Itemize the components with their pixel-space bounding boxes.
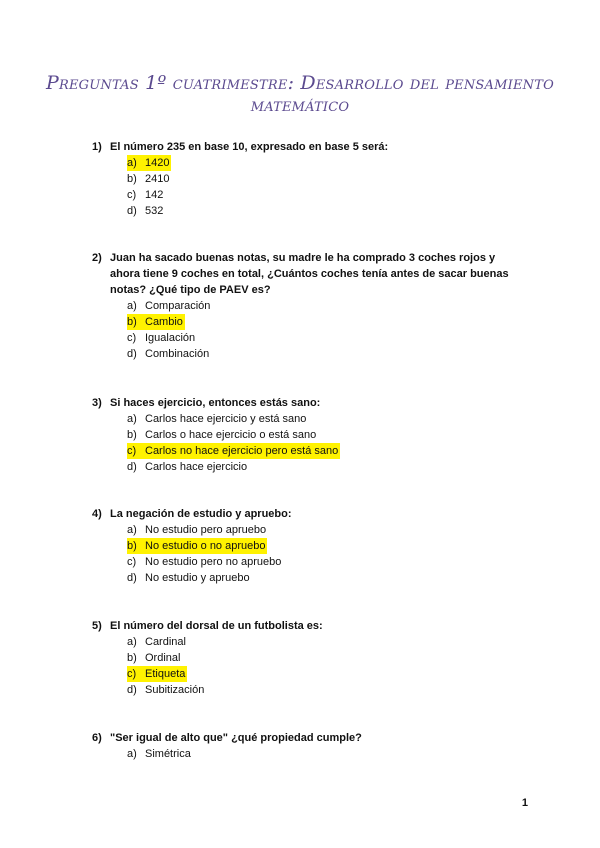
option-b: b) 2410 <box>127 173 170 185</box>
option-d: d) Carlos hace ejercicio <box>127 461 248 473</box>
option-c: c) Igualación <box>127 332 196 344</box>
question-text: El número del dorsal de un futbolista es: <box>110 620 323 632</box>
question-number: 3) <box>92 397 102 409</box>
options-list <box>127 634 522 698</box>
question-1 <box>92 139 522 219</box>
options-list <box>127 155 522 219</box>
option-a: a) Cardinal <box>127 636 186 648</box>
option-c: c) Carlos no hace ejercicio pero está sano <box>127 445 339 457</box>
option-a: a) No estudio pero apruebo <box>127 524 267 536</box>
option-b: b) No estudio o no apruebo <box>127 540 266 552</box>
question-text: "Ser igual de alto que" ¿qué propiedad cumple? <box>110 732 362 744</box>
option-a: a) 1420 <box>127 157 170 169</box>
option-a: a) Carlos hace ejercicio y está sano <box>127 413 307 425</box>
question-number: 1) <box>92 141 102 153</box>
question-text: Si haces ejercicio, entonces estás sano: <box>110 397 321 409</box>
options-list <box>127 298 522 362</box>
question-number: 4) <box>92 508 102 520</box>
option-c: c) Etiqueta <box>127 668 186 680</box>
question-2 <box>92 250 522 362</box>
question-4 <box>92 506 522 586</box>
option-d: d) Combinación <box>127 348 210 360</box>
question-number: 5) <box>92 620 102 632</box>
option-d: d) No estudio y apruebo <box>127 572 250 584</box>
page-number: 1 <box>521 797 528 809</box>
option-b: b) Ordinal <box>127 652 181 664</box>
options-list <box>127 746 522 762</box>
question-3 <box>92 395 522 475</box>
question-text: El número 235 en base 10, expresado en base 5 será: <box>110 141 389 153</box>
question-5 <box>92 618 522 698</box>
question-text: Juan ha sacado buenas notas, su madre le ha comprado 3 coches rojos y ahora tiene 9 coches en total, ¿Cuántos coches tenía antes de sacar buenas notas? ¿Qué tipo de PAEV es? <box>110 252 509 296</box>
option-d: d) 532 <box>127 205 164 217</box>
question-6 <box>92 730 522 762</box>
option-b: b) Carlos o hace ejercicio o está sano <box>127 429 317 441</box>
option-b: b) Cambio <box>127 316 183 328</box>
option-a: a) Simétrica <box>127 748 191 760</box>
question-text: La negación de estudio y apruebo: <box>110 508 292 520</box>
options-list <box>127 522 522 586</box>
option-d: d) Subitización <box>127 684 205 696</box>
option-c: c) No estudio pero no apruebo <box>127 556 282 568</box>
question-number: 6) <box>92 732 102 744</box>
options-list <box>127 411 522 475</box>
option-a: a) Comparación <box>127 300 211 312</box>
option-c: c) 142 <box>127 189 164 201</box>
page-title: Preguntas 1º cuatrimestre: Desarrollo del pensamiento matemático <box>46 72 554 116</box>
question-number: 2) <box>92 252 102 264</box>
